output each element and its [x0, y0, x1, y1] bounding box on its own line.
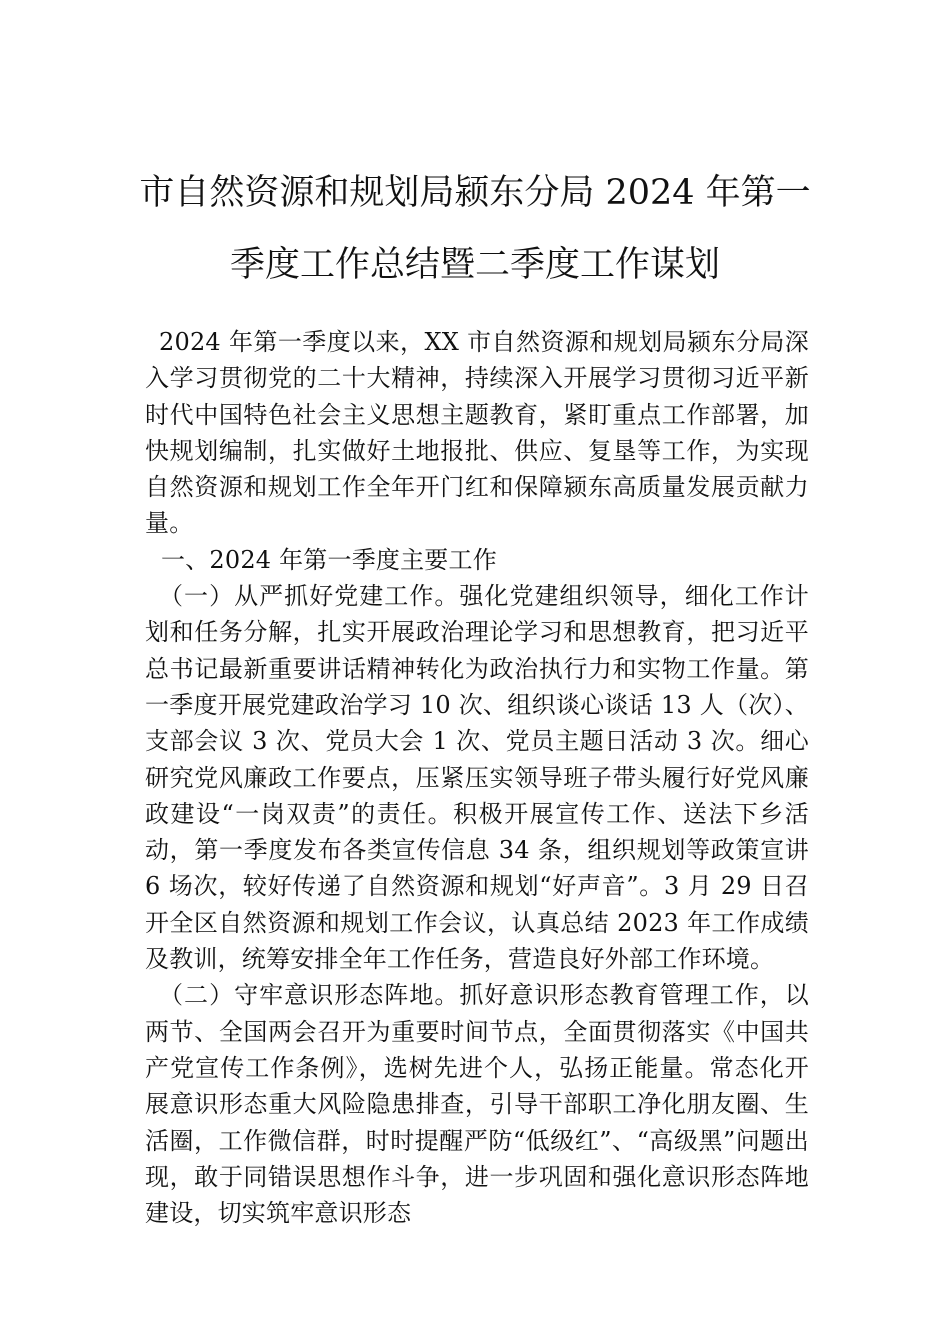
section-heading: 一、2024 年第一季度主要工作	[161, 545, 497, 574]
title-line-1: 市自然资源和规划局颍东分局 2024 年第一	[139, 173, 811, 213]
title-line-2: 季度工作总结暨二季度工作谋划	[229, 245, 720, 285]
paragraph-ideology: （二）守牢意识形态阵地。抓好意识形态教育管理工作，以两节、全国两会召开为重要时间节点，全面贯彻落实《中国共产党宣传工作条例》，选树先进个人，弘扬正能量。常态化开展意识形态重大风险隐患排查，引导干部职工净化朋友圈、生活圈，工作微信群，时时提醒严防“低级红”、“高级黑”问题出现，敢于同错误思想作斗争，进一步巩固和强化意识形态阵地建设，切实筑牢意识形态	[145, 981, 809, 1228]
document-title	[120, 157, 830, 301]
document-body	[145, 324, 809, 1231]
paragraph-party-building: （一）从严抓好党建工作。强化党建组织领导，细化工作计划和任务分解，扎实开展政治理论学习和思想教育，把习近平总书记最新重要讲话精神转化为政治执行力和实物工作量。第一季度开展党建政治学习 10 次、组织谈心谈话 13 人（次）、支部会议 3 次、党员大会 1 次、党员主题日活动 3 次。细心研究党风廉政工作要点，压紧压实领导班子带头履行好党风廉政建设“一岗双责”的责任。积极开展宣传工作、送法下乡活动，第一季度发布各类宣传信息 34 条，组织规划等政策宣讲 6 场次，较好传递了自然资源和规划“好声音”。3 月 29 日召开全区自然资源和规划工作会议，认真总结 2023 年工作成绩及教训，统筹安排全年工作任务，营造良好外部工作环境。	[145, 582, 809, 974]
intro-paragraph: 2024 年第一季度以来，XX 市自然资源和规划局颍东分局深入学习贯彻党的二十大精神，持续深入开展学习贯彻习近平新时代中国特色社会主义思想主题教育，紧盯重点工作部署，加快规划编制，扎实做好土地报批、供应、复垦等工作，为实现自然资源和规划工作全年开门红和保障颍东高质量发展贡献力量。	[145, 328, 809, 538]
